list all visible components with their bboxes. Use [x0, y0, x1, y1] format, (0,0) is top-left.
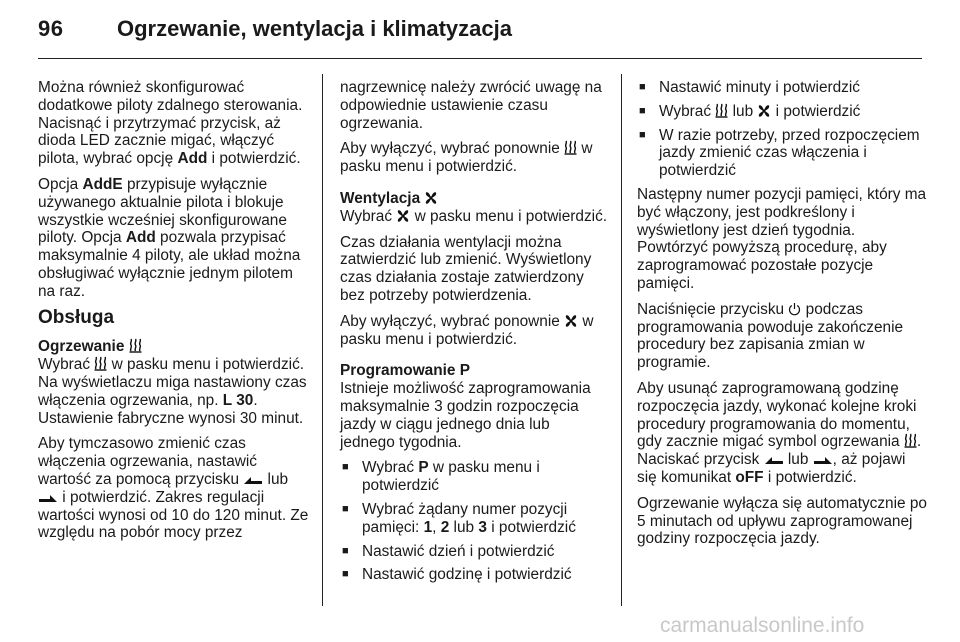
bullet-list — [340, 459, 608, 584]
paragraph: Wybrać w pasku menu i potwierdzić. — [340, 207, 608, 225]
list-item: ■ Nastawić minuty i potwierdzić — [637, 79, 929, 97]
subsection-heading: Programowanie P — [340, 362, 471, 380]
heat-waves-icon — [564, 140, 577, 155]
fan-icon — [424, 191, 438, 205]
fan-icon — [396, 209, 410, 223]
paragraph: Aby wyłączyć, wybrać ponownie w pasku menu i potwierdzić. — [340, 140, 593, 176]
section-heading: Obsługa — [38, 306, 115, 328]
heat-waves-icon — [94, 356, 107, 371]
arrow-left-icon — [243, 475, 263, 486]
paragraph: Aby wyłączyć, wybrać ponownie w pasku menu i potwierdzić. — [340, 312, 594, 348]
watermark: carmanualsonline.info — [660, 614, 865, 637]
power-icon — [788, 302, 801, 316]
column-divider — [322, 74, 323, 606]
heat-waves-icon — [129, 338, 142, 353]
column-divider — [621, 74, 622, 606]
paragraph: Ogrzewanie wyłącza się automatycznie po 5 minutach od upływu zaprogramowanej godziny rozpoczęcia jazdy. — [637, 494, 927, 548]
paragraph: Aby tymczasowo zmienić czas włączenia ogrzewania, nastawić wartość za pomocą przycisku lub i potwierdzić. Zakres regulacji wartości wynosi od 10 do 120 minut. Ze względu na pobór mocy przez — [38, 435, 309, 542]
subsection-heading: Ogrzewanie — [38, 338, 312, 356]
heat-waves-icon — [904, 433, 917, 448]
subsection-heading: Wentylacja — [340, 190, 608, 208]
paragraph: Naciśnięcie przycisku podczas programowania powoduje zakończenie procedury bez zapisania zmian w programie. — [637, 300, 904, 372]
heat-waves-icon — [715, 103, 728, 118]
page-title: Ogrzewanie, wentylacja i klimatyzacja — [117, 16, 512, 41]
list-item: ■ W razie potrzeby, przed rozpoczęciem jazdy zmienić czas włączenia i potwierdzić — [637, 127, 929, 180]
column-1 — [38, 79, 312, 550]
paragraph: Następny numer pozycji pamięci, który ma być włączony, jest podkreślony i wyświetlony jest dzień tygodnia. Powtórzyć powyższą procedurę, aby zaprogramować pozostałe pozycje pamięci. — [637, 185, 927, 292]
list-item: ■ Wybrać lub i potwierdzić — [637, 103, 929, 121]
list-item: ■ Nastawić godzinę i potwierdzić — [340, 566, 608, 584]
arrow-right-icon — [38, 493, 58, 504]
column-3 — [637, 79, 929, 556]
fan-icon — [564, 314, 578, 328]
header-rule — [38, 58, 922, 59]
paragraph: Opcja AddE przypisuje wyłącznie używanego aktualnie pilota i blokuje wszystkie wcześniej skonfigurowane piloty. Opcja Add pozwala przypisać maksymalnie 4 piloty, ale układ można obsługiwać wyłącznie jednym pilotem na raz. — [38, 175, 301, 300]
page-header — [0, 0, 960, 58]
fan-icon — [757, 104, 771, 118]
list-item: ■ Wybrać żądany numer pozycji pamięci: 1, 2 lub 3 i potwierdzić — [340, 501, 608, 537]
paragraph: Istnieje możliwość zaprogramowania maksymalnie 3 godzin rozpoczęcia jazdy w ciągu jednego dnia lub jednego tygodnia. — [340, 380, 591, 451]
list-item: ■ Nastawić dzień i potwierdzić — [340, 543, 608, 561]
paragraph: Można również skonfigurować dodatkowe piloty zdalnego sterowania. Nacisnąć i przytrzymać przycisk, aż dioda LED zacznie migać, włączyć pilota, wybrać opcję Add i potwierdzić. — [38, 79, 303, 168]
list-item: ■ Wybrać P w pasku menu i potwierdzić — [340, 459, 608, 495]
column-2 — [340, 79, 608, 590]
paragraph: Wybrać w pasku menu i potwierdzić. Na wyświetlaczu miga nastawiony czas włączenia ogrzewania, np. L 30. Ustawienie fabryczne wynosi 30 minut. — [38, 356, 307, 427]
page-number: 96 — [38, 16, 64, 41]
arrow-left-icon — [764, 455, 784, 466]
paragraph: Czas działania wentylacji można zatwierdzić lub zmienić. Wyświetlony czas działania zostaje zatwierdzony bez potrzeby potwierdzenia. — [340, 233, 592, 304]
bullet-list — [637, 79, 929, 180]
arrow-right-icon — [813, 455, 833, 466]
paragraph: Aby usunąć zaprogramowaną godzinę rozpoczęcia jazdy, wykonać kolejne kroki procedury programowania do momentu, gdy zacznie migać symbol ogrzewania . Naciskać przycisk lub , aż pojawi się komunikat oFF i potwierdzić. — [637, 379, 922, 486]
paragraph: nagrzewnicę należy zwrócić uwagę na odpowiednie ustawienie czasu ogrzewania. — [340, 79, 602, 132]
